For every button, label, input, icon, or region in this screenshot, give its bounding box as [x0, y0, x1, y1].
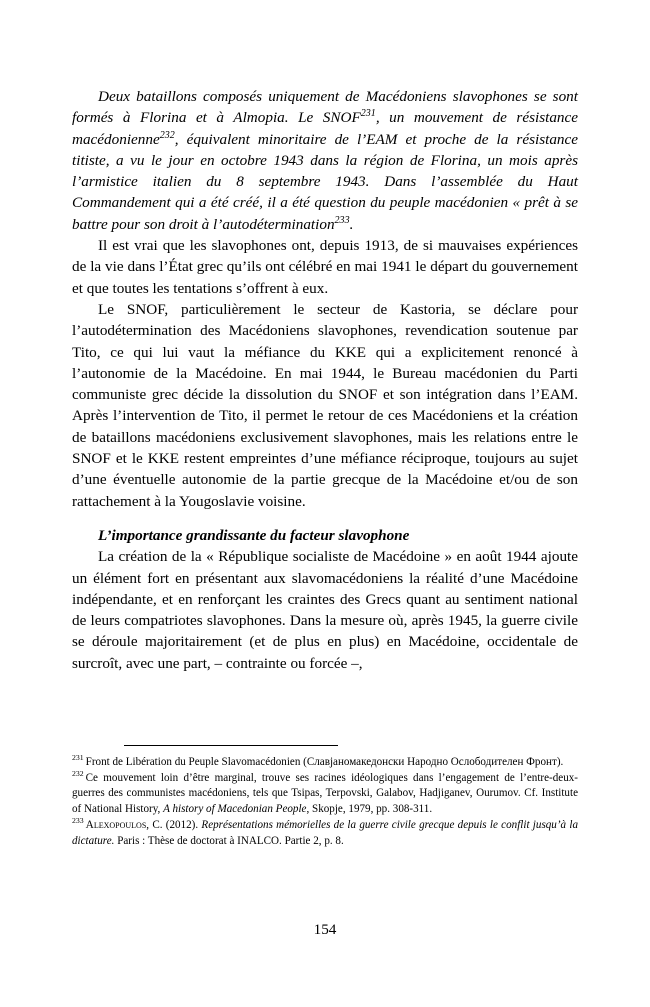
- footnote-number-232: 232: [72, 769, 84, 779]
- paragraph-text-segment: , équivalent minoritaire de l’EAM et proche de la résistance titiste, a vu le jour en octobre 1943 dans la région de Florina, un mois après l’armistice italien du 8 septembre 1943. Dans l’assemblée du Haut Commandement qui a été créé, il a été question du peuple macédonien « prêt à se battre pour son droit à l’autodétermination: [72, 130, 578, 233]
- footnote-number-231: 231: [72, 753, 84, 763]
- footnote-text: , Skopje, 1979, pp. 308-311.: [306, 803, 433, 816]
- footnote-separator-rule: [124, 745, 338, 746]
- paragraph-snof-kastoria: Le SNOF, particulièrement le secteur de Kastoria, se déclare pour l’autodétermination des Macédoniens slavophones, revendication soutenue par Tito, ce qui lui vaut la méfiance du KKE qui a explicitement renoncé à l’autonomie de la Macédoine. En mai 1944, le Bureau macédonien du Parti communiste grec décide la dissolution du SNOF et son intégration dans l’EAM. Après l’intervention de Tito, il permet le retour de ces Macédoniens et la création de bataillons macédoniens exclusivement slavophones, mais les relations entre le SNOF et le KKE restent empreintes d’une méfiance réciproque, toujours au sujet d’une éventuelle autonomie de la partie grecque de la Macédoine et/ou de son rattachement à la Yougoslavie voisine.: [72, 300, 578, 510]
- page-body-content: [72, 86, 578, 674]
- footnote-reference-232[interactable]: 232: [159, 129, 175, 141]
- footnote-author-smallcaps: Alexopoulos: [85, 818, 147, 831]
- section-spacer: [72, 512, 578, 525]
- paragraph-text-segment: , un mouvement de résistance macédonienne: [72, 109, 579, 148]
- paragraph-republique-socialiste: La création de la « République socialiste de Macédoine » en août 1944 ajoute un élément fort en présentant aux slavomacédoniens la réalité d’une Macédoine indépendante, et en renforçant les craintes des Grecs quant au sentiment national de leurs compatriotes slavophones. Dans la mesure où, après 1945, la guerre civile se déroule majoritairement (et de plus en plus) en Macédoine, occidentale de surcroît, avec une part, – contrainte ou forcée –,: [72, 548, 578, 672]
- paragraph-text-segment: .: [349, 215, 354, 233]
- footnote-text: Front de Libération du Peuple Slavomacédonien (Славјаномакедонски Народно Ослободителен Фронт).: [85, 756, 564, 768]
- paragraph-slavophones-experiences: Il est vrai que les slavophones ont, depuis 1913, de si mauvaises expériences de la vie dans l’État grec qu’ils ont célébré en mai 1941 le départ du gouvernement et que toutes les tentations s’offrent à eux.: [72, 237, 578, 297]
- footnote-text: Ce mouvement loin d’être marginal, trouve ses racines idéologiques dans l’engagement de l’entre-deux-guerres des communistes macédoniens, tels que Tsipas, Terpovski, Galabov, Hadjiganev, Ourumov. Cf. Institute of National History,: [72, 771, 578, 816]
- footnote-231: [72, 755, 578, 771]
- footnote-232: [72, 771, 578, 818]
- footnote-reference-233[interactable]: 233: [334, 214, 350, 226]
- section-subheading: L’importance grandissante du facteur slavophone: [98, 526, 410, 544]
- paragraph-text-segment: Deux bataillons composés uniquement de Macédoniens slavophones se sont formés à Florina et à Almopia. Le SNOF: [72, 88, 578, 127]
- footnotes-area: [72, 745, 578, 849]
- footnote-italic-title: A history of Macedonian People: [163, 803, 307, 816]
- footnote-text: Paris : Thèse de doctorat à INALCO. Partie 2, p. 8.: [114, 834, 344, 847]
- footnote-reference-231[interactable]: 231: [360, 108, 376, 120]
- footnote-number-233: 233: [72, 816, 84, 826]
- footnote-233: [72, 818, 578, 849]
- paragraph-snof-battalions: [72, 86, 578, 235]
- footnote-italic-title: Représentations mémorielles de la guerre civile grecque depuis le conflit jusqu’à la dictature.: [72, 818, 578, 847]
- page-number: 154: [313, 921, 337, 938]
- footnote-text: , C. (2012).: [146, 818, 202, 831]
